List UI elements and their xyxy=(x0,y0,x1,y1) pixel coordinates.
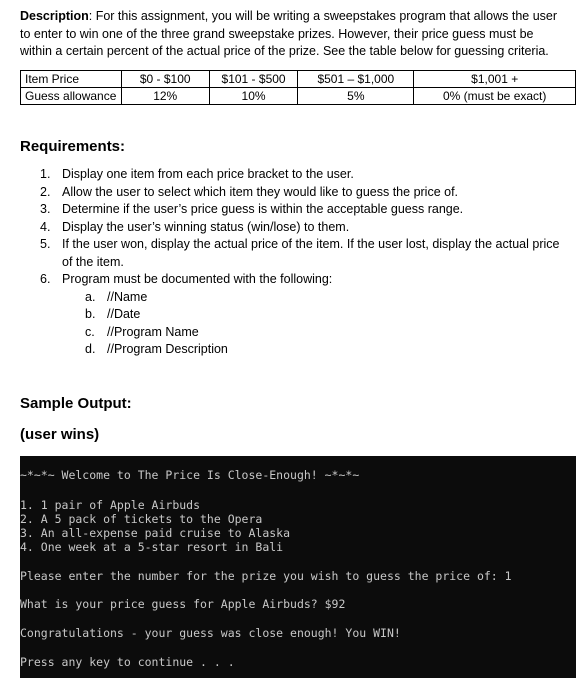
console-line: Press any key to continue . . . xyxy=(20,655,235,669)
list-item: 6. Program must be documented with the following: xyxy=(40,272,333,286)
sub-list-item: d. //Program Description xyxy=(85,342,228,356)
console-line: 4. One week at a 5-star resort in Bali xyxy=(20,540,284,554)
list-item: 2. Allow the user to select which item they would like to guess the price of. xyxy=(40,184,459,199)
requirements-list xyxy=(40,166,570,359)
sample-output-subheading: (user wins) xyxy=(20,426,100,443)
table-cell: $0 - $100 xyxy=(121,71,209,88)
table-cell: 10% xyxy=(209,88,297,105)
table-cell: $101 - $500 xyxy=(209,71,297,88)
console-line: Congratulations - your guess was close enough! You WIN! xyxy=(20,626,401,640)
list-item: 1. Display one item from each price bracket to the user. xyxy=(40,167,354,181)
price-table-header-row xyxy=(21,71,576,88)
table-cell: $501 – $1,000 xyxy=(298,71,414,88)
console-line: What is your price guess for Apple Airbuds? $92 xyxy=(20,597,346,611)
sub-list-item: b. //Date xyxy=(85,307,141,321)
list-item: 5. If the user won, display the actual price of the item. If the user lost, display the actual price of the item. xyxy=(40,237,560,269)
console-line: Please enter the number for the prize you wish to guess the price of: 1 xyxy=(20,569,512,583)
table-cell: 12% xyxy=(121,88,209,105)
sub-list-item: c. //Program Name xyxy=(85,324,199,339)
list-item: 3. Determine if the user’s price guess is within the acceptable guess range. xyxy=(40,202,464,216)
price-table xyxy=(20,70,576,105)
list-item: 4. Display the user’s winning status (win/lose) to them. xyxy=(40,219,350,234)
table-cell: 5% xyxy=(298,88,414,105)
console-line: 2. A 5 pack of tickets to the Opera xyxy=(20,512,263,526)
description-paragraph xyxy=(20,8,560,61)
table-cell: Guess allowance xyxy=(21,88,122,105)
requirements-heading: Requirements: xyxy=(20,138,126,155)
sub-list-item: a. //Name xyxy=(85,289,148,304)
price-table-allowance-row xyxy=(21,88,576,105)
console-line: ~*~*~ Welcome to The Price Is Close-Enough! ~*~*~ xyxy=(20,468,360,482)
table-cell: 0% (must be exact) xyxy=(414,88,576,105)
console-line: 3. An all-expense paid cruise to Alaska xyxy=(20,526,291,540)
console-line: 1. 1 pair of Apple Airbuds xyxy=(20,498,201,512)
description-text: : For this assignment, you will be writing a sweepstakes program that allows the user to enter to win one of the three grand sweepstake prizes. However, their price guess must be within a certain percent of the actual price of the prize. See the table below for guessing criteria. xyxy=(20,9,558,58)
table-cell: $1,001 + xyxy=(414,71,576,88)
sample-output-heading: Sample Output: xyxy=(20,395,132,412)
description-label: Description xyxy=(20,9,89,23)
console-output xyxy=(20,456,576,678)
table-cell: Item Price xyxy=(21,71,122,88)
